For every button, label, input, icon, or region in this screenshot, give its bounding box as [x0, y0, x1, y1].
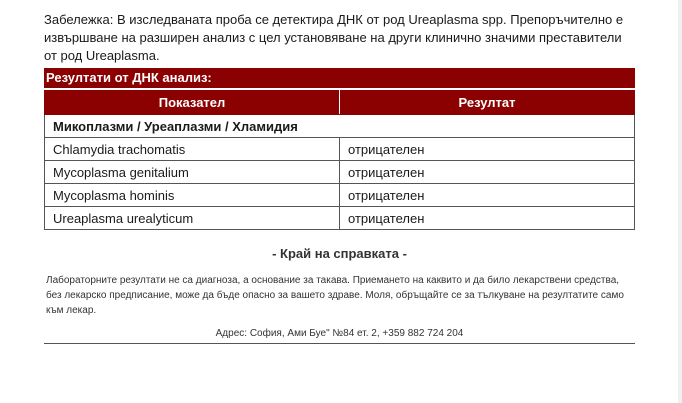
section-title: Резултати от ДНК анализ:	[44, 68, 635, 88]
header-result: Резултат	[340, 91, 635, 115]
table-row	[45, 207, 635, 230]
result-cell: отрицателен	[340, 138, 635, 161]
group-row	[45, 115, 635, 138]
table-row	[45, 138, 635, 161]
group-label: Микоплазми / Уреаплазми / Хламидия	[45, 115, 635, 138]
indicator-cell: Chlamydia trachomatis	[45, 138, 340, 161]
note-text: Забележка: В изследваната проба се детектира ДНК от род Ureaplasma spp. Препоръчително е извършване на разширен анализ с цел установяване на други клинично значими преставители от род Ureaplasma.	[44, 12, 624, 63]
result-cell: отрицателен	[340, 184, 635, 207]
result-cell: отрицателен	[340, 161, 635, 184]
result-cell: отрицателен	[340, 207, 635, 230]
table-row	[45, 161, 635, 184]
indicator-cell: Mycoplasma genitalium	[45, 161, 340, 184]
results-table	[44, 90, 635, 230]
lab-report	[44, 0, 635, 344]
address-line: Адрес: София, Ами Буе" №84 ет. 2, +359 882 724 204	[44, 328, 635, 344]
table-header-row	[45, 91, 635, 115]
page-edge	[678, 0, 682, 403]
disclaimer-text: Лабораторните резултати не са диагноза, а основание за такава. Приемането на каквито и да било лекарствени средства, без лекарско предписание, може да бъде опасно за вашето здраве. Моля, обръщайте се за тълкуване на резултатите само към лекар.	[46, 275, 624, 316]
table-row	[45, 184, 635, 207]
indicator-cell: Mycoplasma hominis	[45, 184, 340, 207]
end-of-report: - Край на справката -	[272, 246, 407, 261]
indicator-cell: Ureaplasma urealyticum	[45, 207, 340, 230]
header-indicator: Показател	[45, 91, 340, 115]
